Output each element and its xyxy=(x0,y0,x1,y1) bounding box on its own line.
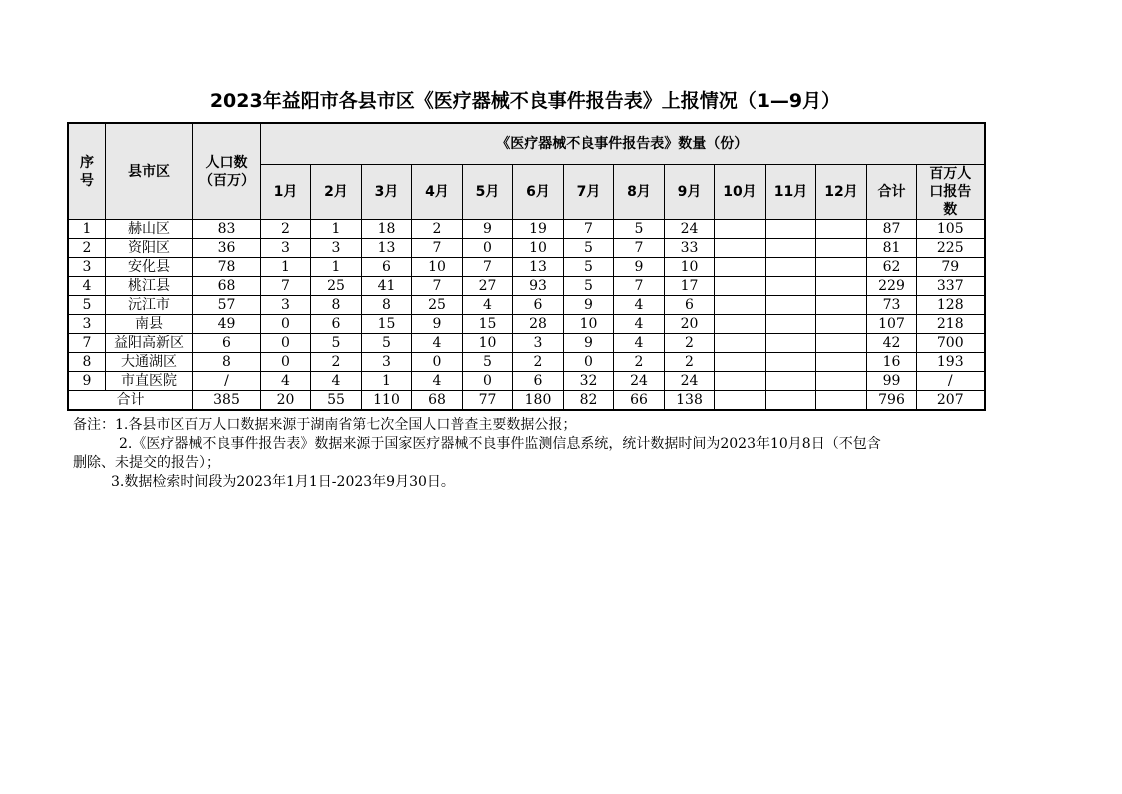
cell-month-8: 66 xyxy=(614,391,665,411)
cell-total: 81 xyxy=(867,239,917,258)
cell-month-9: 24 xyxy=(665,372,715,391)
cell-month-6: 93 xyxy=(513,277,564,296)
cell-population: 6 xyxy=(193,334,261,353)
cell-month-10 xyxy=(715,296,766,315)
cell-month-12 xyxy=(816,315,867,334)
cell-month-9: 2 xyxy=(665,353,715,372)
table-row xyxy=(68,239,985,258)
cell-month-5: 0 xyxy=(463,239,513,258)
cell-month-11 xyxy=(766,372,816,391)
cell-month-7: 7 xyxy=(564,220,614,239)
col-header-month-8: 8月 xyxy=(614,165,665,220)
cell-month-12 xyxy=(816,372,867,391)
cell-month-1: 1 xyxy=(261,258,311,277)
cell-county: 大通湖区 xyxy=(106,353,193,372)
cell-month-7: 10 xyxy=(564,315,614,334)
cell-month-11 xyxy=(766,296,816,315)
cell-month-8: 2 xyxy=(614,353,665,372)
cell-county: 沅江市 xyxy=(106,296,193,315)
cell-month-12 xyxy=(816,258,867,277)
notes xyxy=(73,416,881,492)
cell-month-2: 8 xyxy=(311,296,362,315)
cell-per-million: 207 xyxy=(917,391,985,411)
cell-month-11 xyxy=(766,315,816,334)
cell-month-9: 24 xyxy=(665,220,715,239)
cell-month-1: 0 xyxy=(261,315,311,334)
cell-month-12 xyxy=(816,239,867,258)
cell-month-5: 27 xyxy=(463,277,513,296)
cell-population: 68 xyxy=(193,277,261,296)
note-line-4: 3.数据检索时间段为2023年1月1日-2023年9月30日。 xyxy=(111,474,455,490)
col-header-seq: 序号 xyxy=(68,123,106,220)
cell-month-11 xyxy=(766,220,816,239)
cell-total: 87 xyxy=(867,220,917,239)
cell-month-6: 6 xyxy=(513,372,564,391)
page-title: 2023年益阳市各县市区《医疗器械不良事件报告表》上报情况（1—9月） xyxy=(209,90,841,112)
cell-month-5: 10 xyxy=(463,334,513,353)
cell-month-1: 3 xyxy=(261,296,311,315)
cell-month-4: 68 xyxy=(412,391,463,411)
cell-month-5: 5 xyxy=(463,353,513,372)
cell-county: 益阳高新区 xyxy=(106,334,193,353)
cell-month-10 xyxy=(715,220,766,239)
cell-month-12 xyxy=(816,353,867,372)
cell-month-3: 1 xyxy=(362,372,412,391)
cell-month-2: 1 xyxy=(311,220,362,239)
cell-month-9: 138 xyxy=(665,391,715,411)
cell-month-12 xyxy=(816,277,867,296)
cell-month-3: 15 xyxy=(362,315,412,334)
cell-seq: 3 xyxy=(68,258,106,277)
cell-month-8: 9 xyxy=(614,258,665,277)
cell-month-4: 4 xyxy=(412,334,463,353)
col-header-month-3: 3月 xyxy=(362,165,412,220)
cell-month-5: 15 xyxy=(463,315,513,334)
cell-month-4: 10 xyxy=(412,258,463,277)
cell-month-6: 2 xyxy=(513,353,564,372)
cell-month-3: 41 xyxy=(362,277,412,296)
cell-per-million: 79 xyxy=(917,258,985,277)
cell-total: 62 xyxy=(867,258,917,277)
cell-month-7: 0 xyxy=(564,353,614,372)
cell-population: 36 xyxy=(193,239,261,258)
cell-population: 49 xyxy=(193,315,261,334)
cell-seq: 4 xyxy=(68,277,106,296)
cell-month-3: 13 xyxy=(362,239,412,258)
cell-month-3: 110 xyxy=(362,391,412,411)
cell-per-million: 700 xyxy=(917,334,985,353)
cell-month-9: 33 xyxy=(665,239,715,258)
cell-population: / xyxy=(193,372,261,391)
cell-total: 107 xyxy=(867,315,917,334)
col-header-month-1: 1月 xyxy=(261,165,311,220)
note-line-3: 删除、未提交的报告）； xyxy=(73,455,220,471)
cell-month-8: 4 xyxy=(614,296,665,315)
cell-month-8: 4 xyxy=(614,334,665,353)
table-row xyxy=(68,334,985,353)
cell-month-6: 180 xyxy=(513,391,564,411)
cell-month-8: 4 xyxy=(614,315,665,334)
cell-month-4: 7 xyxy=(412,239,463,258)
cell-month-10 xyxy=(715,315,766,334)
cell-month-8: 5 xyxy=(614,220,665,239)
cell-month-7: 5 xyxy=(564,258,614,277)
cell-month-10 xyxy=(715,239,766,258)
cell-month-6: 6 xyxy=(513,296,564,315)
cell-month-1: 2 xyxy=(261,220,311,239)
cell-month-9: 2 xyxy=(665,334,715,353)
table-body xyxy=(68,220,985,411)
cell-seq: 1 xyxy=(68,220,106,239)
cell-month-7: 5 xyxy=(564,277,614,296)
col-header-reports-group: 《医疗器械不良事件报告表》数量（份） xyxy=(261,123,985,165)
cell-month-12 xyxy=(816,391,867,411)
cell-seq: 7 xyxy=(68,334,106,353)
cell-month-10 xyxy=(715,372,766,391)
cell-month-10 xyxy=(715,391,766,411)
table-row xyxy=(68,353,985,372)
cell-county: 南县 xyxy=(106,315,193,334)
col-header-month-11: 11月 xyxy=(766,165,816,220)
col-header-population: 人口数（百万） xyxy=(193,123,261,220)
cell-month-7: 5 xyxy=(564,239,614,258)
col-header-month-2: 2月 xyxy=(311,165,362,220)
cell-month-1: 3 xyxy=(261,239,311,258)
col-header-month-6: 6月 xyxy=(513,165,564,220)
col-header-month-10: 10月 xyxy=(715,165,766,220)
cell-population: 83 xyxy=(193,220,261,239)
cell-county: 安化县 xyxy=(106,258,193,277)
cell-month-4: 9 xyxy=(412,315,463,334)
cell-population: 78 xyxy=(193,258,261,277)
cell-total: 229 xyxy=(867,277,917,296)
cell-month-6: 28 xyxy=(513,315,564,334)
cell-month-3: 6 xyxy=(362,258,412,277)
cell-month-1: 4 xyxy=(261,372,311,391)
cell-month-7: 9 xyxy=(564,334,614,353)
col-header-month-12: 12月 xyxy=(816,165,867,220)
cell-month-1: 7 xyxy=(261,277,311,296)
table-row xyxy=(68,315,985,334)
table-total-row xyxy=(68,391,985,411)
cell-month-11 xyxy=(766,353,816,372)
cell-month-3: 3 xyxy=(362,353,412,372)
cell-population: 385 xyxy=(193,391,261,411)
cell-total: 73 xyxy=(867,296,917,315)
cell-month-9: 6 xyxy=(665,296,715,315)
col-header-per-million: 百万人口报告数 xyxy=(917,165,985,220)
cell-total-label: 合计 xyxy=(68,391,193,411)
cell-month-4: 25 xyxy=(412,296,463,315)
cell-month-8: 7 xyxy=(614,239,665,258)
cell-per-million: 193 xyxy=(917,353,985,372)
cell-seq: 2 xyxy=(68,239,106,258)
cell-month-2: 3 xyxy=(311,239,362,258)
cell-month-9: 10 xyxy=(665,258,715,277)
col-header-month-5: 5月 xyxy=(463,165,513,220)
cell-month-6: 3 xyxy=(513,334,564,353)
cell-month-8: 24 xyxy=(614,372,665,391)
cell-month-6: 13 xyxy=(513,258,564,277)
col-header-month-9: 9月 xyxy=(665,165,715,220)
cell-month-7: 32 xyxy=(564,372,614,391)
cell-month-5: 77 xyxy=(463,391,513,411)
cell-seq: 5 xyxy=(68,296,106,315)
cell-total: 16 xyxy=(867,353,917,372)
cell-month-2: 2 xyxy=(311,353,362,372)
cell-month-8: 7 xyxy=(614,277,665,296)
cell-month-12 xyxy=(816,220,867,239)
cell-per-million: / xyxy=(917,372,985,391)
cell-county: 市直医院 xyxy=(106,372,193,391)
cell-month-4: 0 xyxy=(412,353,463,372)
cell-total: 99 xyxy=(867,372,917,391)
cell-month-10 xyxy=(715,258,766,277)
table-row xyxy=(68,220,985,239)
col-header-month-4: 4月 xyxy=(412,165,463,220)
cell-month-5: 0 xyxy=(463,372,513,391)
cell-month-6: 10 xyxy=(513,239,564,258)
cell-month-2: 25 xyxy=(311,277,362,296)
cell-per-million: 218 xyxy=(917,315,985,334)
note-line-2: 2.《医疗器械不良事件报告表》数据来源于国家医疗器械不良事件监测信息系统，统计数据时间为2023年10月8日（不包含 xyxy=(119,436,881,452)
cell-month-2: 6 xyxy=(311,315,362,334)
cell-month-9: 20 xyxy=(665,315,715,334)
cell-per-million: 337 xyxy=(917,277,985,296)
cell-month-9: 17 xyxy=(665,277,715,296)
cell-total: 796 xyxy=(867,391,917,411)
cell-month-2: 4 xyxy=(311,372,362,391)
cell-month-10 xyxy=(715,334,766,353)
cell-population: 57 xyxy=(193,296,261,315)
cell-seq: 8 xyxy=(68,353,106,372)
cell-month-2: 1 xyxy=(311,258,362,277)
cell-month-11 xyxy=(766,258,816,277)
header-row-1 xyxy=(68,123,985,165)
cell-county: 桃江县 xyxy=(106,277,193,296)
cell-month-1: 0 xyxy=(261,353,311,372)
cell-month-2: 5 xyxy=(311,334,362,353)
cell-month-4: 4 xyxy=(412,372,463,391)
table-row xyxy=(68,277,985,296)
cell-month-11 xyxy=(766,391,816,411)
cell-month-4: 2 xyxy=(412,220,463,239)
cell-month-6: 19 xyxy=(513,220,564,239)
table-row xyxy=(68,296,985,315)
cell-month-5: 7 xyxy=(463,258,513,277)
cell-month-7: 82 xyxy=(564,391,614,411)
cell-month-10 xyxy=(715,277,766,296)
cell-month-3: 5 xyxy=(362,334,412,353)
col-header-total: 合计 xyxy=(867,165,917,220)
cell-month-1: 20 xyxy=(261,391,311,411)
cell-per-million: 225 xyxy=(917,239,985,258)
cell-per-million: 105 xyxy=(917,220,985,239)
cell-month-4: 7 xyxy=(412,277,463,296)
table-row xyxy=(68,372,985,391)
cell-county: 资阳区 xyxy=(106,239,193,258)
cell-month-1: 0 xyxy=(261,334,311,353)
cell-month-11 xyxy=(766,239,816,258)
cell-month-12 xyxy=(816,296,867,315)
cell-month-11 xyxy=(766,334,816,353)
cell-month-3: 8 xyxy=(362,296,412,315)
cell-month-12 xyxy=(816,334,867,353)
cell-month-3: 18 xyxy=(362,220,412,239)
cell-month-2: 55 xyxy=(311,391,362,411)
col-header-county: 县市区 xyxy=(106,123,193,220)
col-header-month-7: 7月 xyxy=(564,165,614,220)
note-line-1: 备注：1.各县市区百万人口数据来源于湖南省第七次全国人口普查主要数据公报； xyxy=(73,417,577,433)
cell-month-5: 9 xyxy=(463,220,513,239)
cell-month-5: 4 xyxy=(463,296,513,315)
table-row xyxy=(68,258,985,277)
cell-seq: 9 xyxy=(68,372,106,391)
cell-per-million: 128 xyxy=(917,296,985,315)
cell-seq: 3 xyxy=(68,315,106,334)
report-table xyxy=(67,122,986,411)
cell-month-11 xyxy=(766,277,816,296)
cell-total: 42 xyxy=(867,334,917,353)
cell-population: 8 xyxy=(193,353,261,372)
cell-month-7: 9 xyxy=(564,296,614,315)
cell-month-10 xyxy=(715,353,766,372)
cell-county: 赫山区 xyxy=(106,220,193,239)
